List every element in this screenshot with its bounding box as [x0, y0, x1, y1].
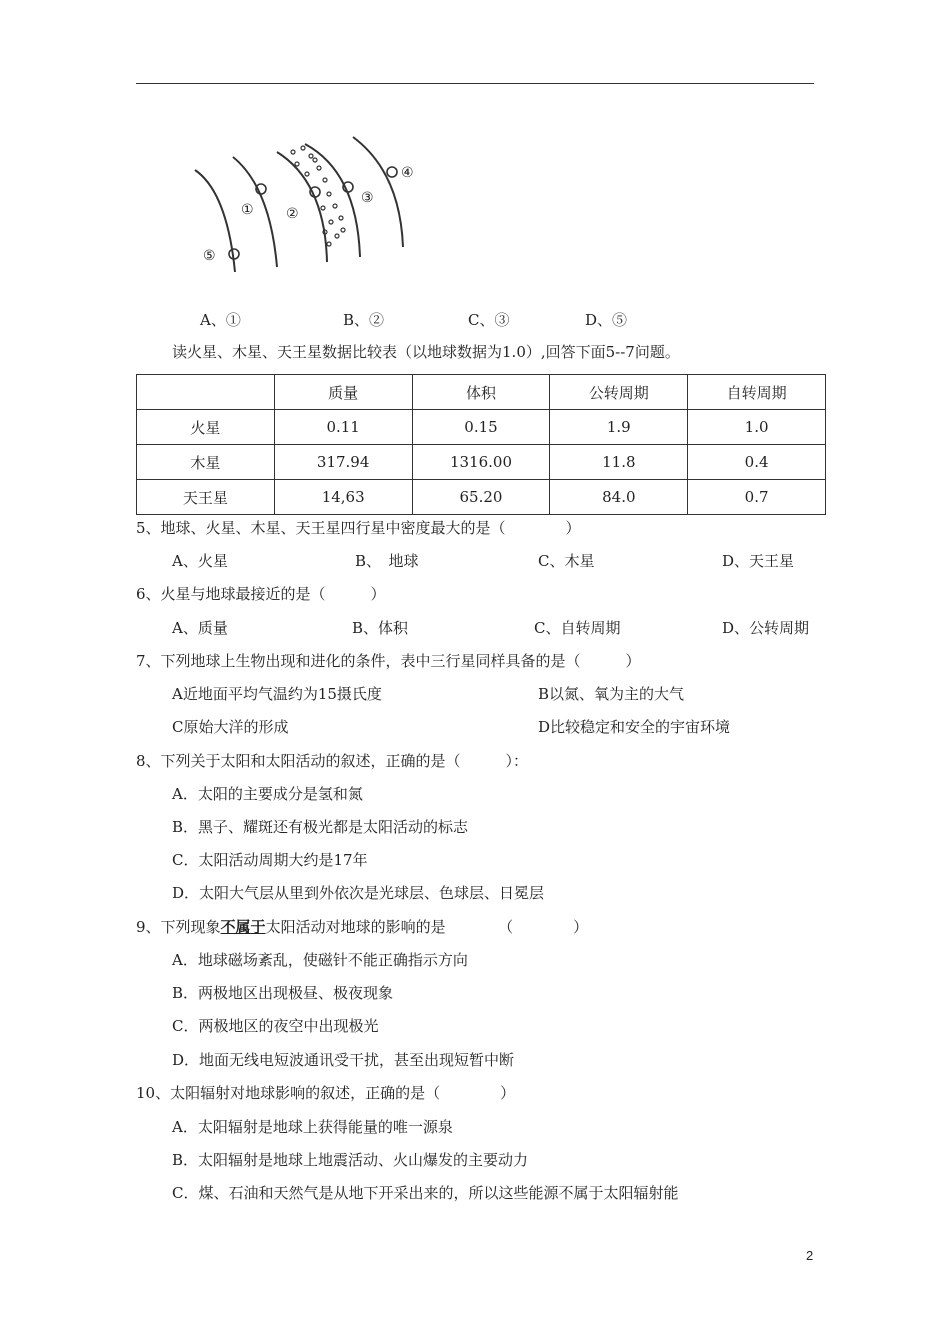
q4-option-a: A、① — [200, 311, 241, 329]
table-header-cell: 公转周期 — [550, 375, 688, 410]
q5-option-d: D、天王星 — [722, 552, 795, 570]
q10-option-a: A．太阳辐射是地球上获得能量的唯一源泉 — [172, 1118, 453, 1136]
q9-option-c: C．两极地区的夜空中出现极光 — [172, 1017, 379, 1035]
planet-data-table — [136, 374, 826, 515]
table-cell: 1.9 — [550, 410, 688, 445]
q7-option-c: C原始大洋的形成 — [172, 718, 289, 736]
planet-marker-4 — [387, 167, 397, 177]
q4-option-c: C、③ — [468, 311, 510, 329]
q6-option-b: B、体积 — [352, 619, 409, 637]
orbit-arc-3 — [277, 152, 327, 262]
page-number: 2 — [806, 1248, 814, 1263]
table-cell: 0.15 — [412, 410, 550, 445]
orbit-arc-2 — [233, 157, 277, 267]
q8-option-b: B．黑子、耀斑还有极光都是太阳活动的标志 — [172, 818, 469, 836]
q5-option-a: A、火星 — [172, 552, 228, 570]
diagram-label-5: ⑤ — [203, 248, 216, 264]
q6-option-c: C、自转周期 — [534, 619, 621, 637]
q6-option-d: D、公转周期 — [722, 619, 810, 637]
table-cell: 天王星 — [137, 480, 275, 515]
q5-option-b: B、 地球 — [355, 552, 419, 570]
q9-stem-post: 太阳活动对地球的影响的是 （ ） — [265, 918, 589, 936]
question-7: 7、下列地球上生物出现和进化的条件，表中三行星同样具备的是（ ） — [136, 652, 641, 670]
q7-option-a: A近地面平均气温约为15摄氏度 — [172, 685, 382, 703]
q8-option-c: C．太阳活动周期大约是17年 — [172, 851, 368, 869]
q10-option-c: C．煤、石油和天然气是从地下开采出来的，所以这些能源不属于太阳辐射能 — [172, 1184, 679, 1202]
question-8: 8、下列关于太阳和太阳活动的叙述，正确的是（ ）： — [136, 752, 529, 770]
q4-option-b: B、② — [343, 311, 385, 329]
q9-option-d: D．地面无线电短波通讯受干扰，甚至出现短暂中断 — [172, 1051, 515, 1069]
table-row — [137, 480, 826, 515]
diagram-label-4: ④ — [401, 165, 414, 181]
table-header-row — [137, 375, 826, 410]
table-cell: 84.0 — [550, 480, 688, 515]
table-cell: 65.20 — [412, 480, 550, 515]
table-row — [137, 410, 826, 445]
question-10: 10、太阳辐射对地球影响的叙述，正确的是（ ） — [136, 1084, 516, 1102]
diagram-label-1: ① — [241, 202, 254, 218]
table-cell: 0.7 — [688, 480, 826, 515]
table-cell: 1316.00 — [412, 445, 550, 480]
diagram-label-2: ② — [286, 206, 299, 222]
table-header-cell: 质量 — [274, 375, 412, 410]
table-cell: 木星 — [137, 445, 275, 480]
q9-option-b: B．两极地区出现极昼、极夜现象 — [172, 984, 394, 1002]
q7-option-b: B以氮、氧为主的大气 — [538, 685, 685, 703]
table-intro: 读火星、木星、天王星数据比较表（以地球数据为1.0）,回答下面5--7问题。 — [172, 343, 680, 361]
q5-option-c: C、木星 — [538, 552, 595, 570]
q7-option-d: D比较稳定和安全的宇宙环境 — [538, 718, 731, 736]
question-5: 5、地球、火星、木星、天王星四行星中密度最大的是（ ） — [136, 519, 581, 537]
table-cell: 1.0 — [688, 410, 826, 445]
q6-option-a: A、质量 — [172, 619, 228, 637]
table-cell: 11.8 — [550, 445, 688, 480]
orbit-diagram — [185, 132, 425, 272]
question-9 — [136, 917, 588, 937]
table-header-cell: 体积 — [412, 375, 550, 410]
q10-option-b: B．太阳辐射是地球上地震活动、火山爆发的主要动力 — [172, 1151, 529, 1169]
table-cell: 14,63 — [274, 480, 412, 515]
table-cell: 317.94 — [274, 445, 412, 480]
table-header-cell — [137, 375, 275, 410]
q9-stem-pre: 9、下列现象 — [136, 918, 221, 936]
q9-option-a: A．地球磁场紊乱，使磁针不能正确指示方向 — [172, 951, 468, 969]
q8-option-a: A．太阳的主要成分是氢和氮 — [172, 785, 363, 803]
diagram-label-3: ③ — [361, 190, 374, 206]
table-row — [137, 445, 826, 480]
table-cell: 0.11 — [274, 410, 412, 445]
q8-option-d: D．太阳大气层从里到外依次是光球层、色球层、日冕层 — [172, 884, 545, 902]
table-cell: 0.4 — [688, 445, 826, 480]
header-rule — [136, 83, 814, 84]
table-header-cell: 自转周期 — [688, 375, 826, 410]
q4-option-d: D、⑤ — [585, 311, 628, 329]
question-6: 6、火星与地球最接近的是（ ） — [136, 585, 386, 603]
table-cell: 火星 — [137, 410, 275, 445]
q9-stem-emphasis: 不属于 — [220, 918, 266, 936]
